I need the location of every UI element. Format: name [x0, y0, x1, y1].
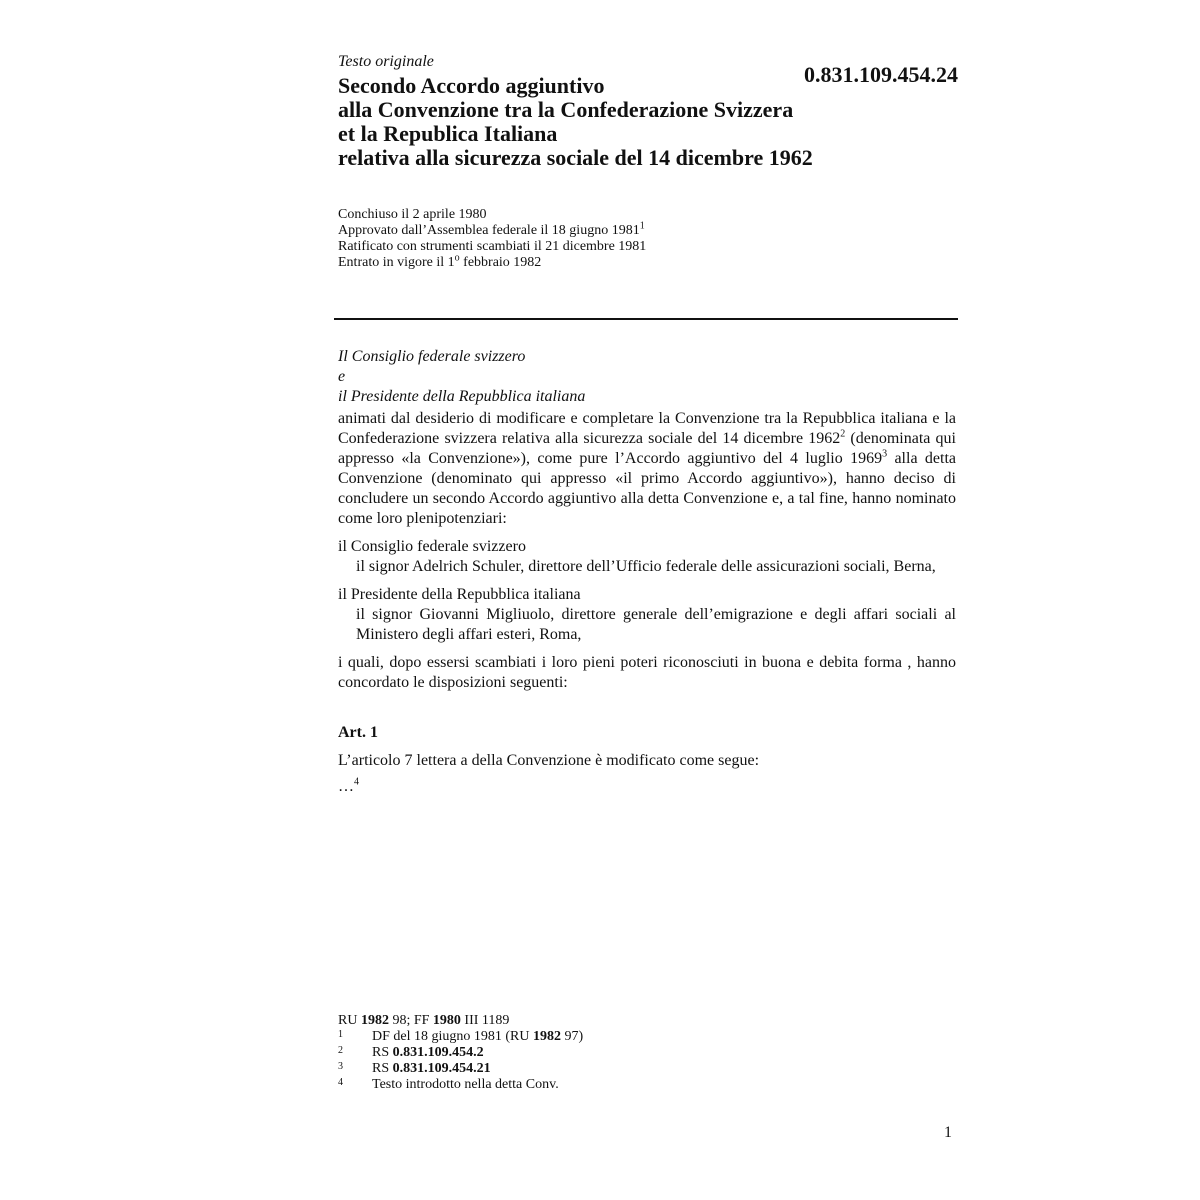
conjunction: e — [338, 368, 346, 385]
footnote-ref[interactable]: 4 — [354, 776, 359, 788]
plenipotentiary-italian: il Presidente della Repubblica italiana il signor Giovanni Migliuolo, direttore generale dell’emigrazione e degli affari sociali al Ministero degli affari esteri, Roma, — [338, 586, 956, 643]
document-header — [338, 52, 958, 170]
document-body — [338, 347, 956, 797]
footnote-2: 2 RS 0.831.109.454.2 — [338, 1045, 484, 1060]
closing-paragraph: i quali, dopo essersi scambiati i loro pieni poteri riconosciuti in buona e debita forma , hanno concordato le disposizioni seguenti: — [338, 654, 956, 691]
dates-block — [338, 207, 646, 271]
footnote-3: 3 RS 0.831.109.454.21 — [338, 1061, 491, 1076]
in-force-date: Entrato in vigore il 1$^o$ febbraio 1982 — [338, 252, 542, 270]
plenipotentiary-swiss: il Consiglio federale svizzero il signor Adelrich Schuler, direttore dell’Ufficio federale delle assicurazioni sociali, Berna, — [338, 538, 936, 575]
sr-number: 0.831.109.454.24 — [804, 62, 958, 87]
source-reference: RU 1982 98; FF 1980 III 1189 — [338, 1013, 510, 1028]
title-line: alla Convenzione tra la Confederazione Svizzera — [338, 97, 794, 122]
page-number: 1 — [944, 1124, 952, 1141]
footnote-4: 4 Testo introdotto nella detta Conv. — [338, 1077, 559, 1092]
party-swiss: Il Consiglio federale svizzero — [338, 348, 526, 365]
ratified-date: Ratificato con strumenti scambiati il 21 dicembre 1981 — [338, 239, 647, 254]
title-line: et la Republica Italiana — [338, 121, 558, 146]
original-text-label: Testo originale — [338, 53, 434, 70]
footnote-ref[interactable]: 1 — [639, 220, 645, 232]
footnotes — [338, 1013, 583, 1093]
preamble-paragraph: animati dal desiderio di modificare e completare la Convenzione tra la Repubblica italiana e la Confederazione svizzera relativa alla sicurezza sociale del 14 dicembre 1962$^2$ (denominata qui appresso «la Convenzione»), come pure l’Accordo aggiuntivo del 4 luglio 1969$^3$ alla detta Convenzione (denominato qui appresso «il primo Accordo aggiuntivo»), hanno deciso di concludere un secondo Accordo aggiuntivo alla detta Convenzione e, a tal fine, hanno nominato come loro plenipotenziari: — [338, 410, 956, 527]
footnote-ref[interactable]: 2 — [840, 428, 846, 440]
article-1-text: L’articolo 7 lettera a della Convenzione è modificato come segue: — [338, 752, 760, 769]
concluded-date: Conchiuso il 2 aprile 1980 — [338, 207, 487, 222]
title-line: relativa alla sicurezza sociale del 14 dicembre 1962 — [338, 145, 813, 170]
footnote-1: 1 DF del 18 giugno 1981 (RU 1982 97) — [338, 1029, 584, 1044]
header-divider — [334, 318, 958, 320]
approved-date: Approvato dall’Assemblea federale il 18 giugno 1981$^1$ — [338, 220, 645, 238]
footnote-ref[interactable]: 3 — [882, 448, 888, 460]
document-title — [338, 74, 958, 170]
article-1-omission: …$^4$ — [338, 776, 359, 795]
party-italian: il Presidente della Repubblica italiana — [338, 388, 586, 405]
title-line: Secondo Accordo aggiuntivo — [338, 73, 605, 98]
article-1-heading: Art. 1 — [338, 724, 378, 741]
